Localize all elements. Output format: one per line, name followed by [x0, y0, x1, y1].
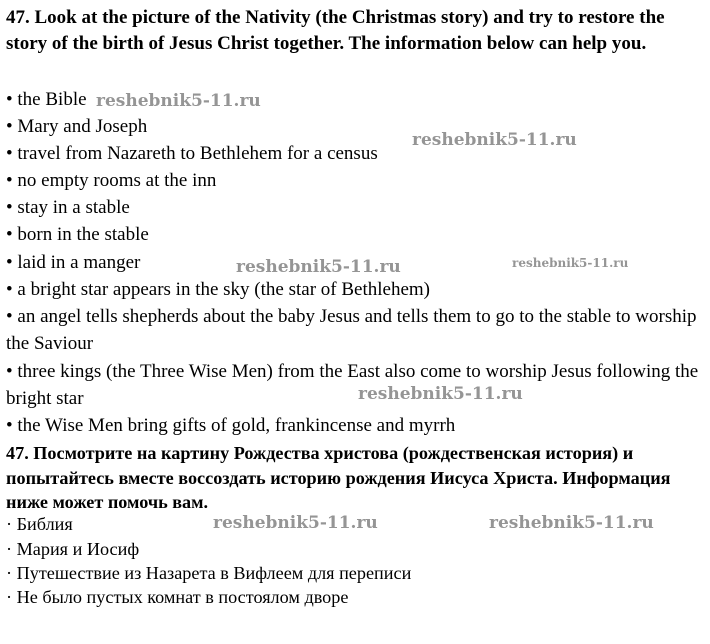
bullet-bible: • the Bible: [6, 89, 87, 110]
bullet-three-kings: • three kings (the Three Wise Men) from the East also come to worship Jesus following the bright star: [6, 361, 699, 409]
watermark: reshebnik5-11.ru: [96, 91, 261, 111]
watermark: reshebnik5-11.ru: [213, 513, 378, 533]
bullet-travel: • travel from Nazareth to Bethlehem for a census: [6, 143, 378, 164]
watermark: reshebnik5-11.ru: [412, 130, 577, 150]
watermark: reshebnik5-11.ru: [489, 513, 654, 533]
watermark: reshebnik5-11.ru: [358, 384, 523, 404]
bullet-gifts: • the Wise Men bring gifts of gold, frankincense and myrrh: [6, 415, 456, 436]
bullet-angel: • an angel tells shepherds about the baby Jesus and tells them to go to the stable to worship the Saviour: [6, 306, 697, 354]
ru-bullet-travel: · Путешествие из Назарета в Вифлеем для переписи: [6, 563, 412, 583]
ru-bullet-no-rooms: · Не было пустых комнат в постоялом дворе: [6, 587, 349, 607]
exercise-heading-english: 47. Look at the picture of the Nativity (the Christmas story) and try to restore the story of the birth of Jesus Christ together. The information below can help you.: [6, 7, 665, 54]
watermark: reshebnik5-11.ru: [512, 256, 629, 270]
bullet-born: • born in the stable: [6, 224, 149, 245]
bullet-mary-joseph: • Mary and Joseph: [6, 116, 148, 137]
ru-bullet-bible: · Библия: [6, 514, 73, 534]
ru-bullet-mary-joseph: · Мария и Иосиф: [6, 539, 140, 559]
bullet-manger: • laid in a manger: [6, 252, 141, 273]
watermark: reshebnik5-11.ru: [236, 257, 401, 277]
bullet-star: • a bright star appears in the sky (the star of Bethlehem): [6, 279, 430, 300]
bullet-stable: • stay in a stable: [6, 197, 130, 218]
bullet-no-rooms: • no empty rooms at the inn: [6, 170, 217, 191]
exercise-heading-russian: 47. Посмотрите на картину Рождества христова (рождественская история) и попытайтесь вместе воссоздать историю рождения Иисуса Христа. Информация ниже может помочь вам.: [6, 443, 671, 512]
